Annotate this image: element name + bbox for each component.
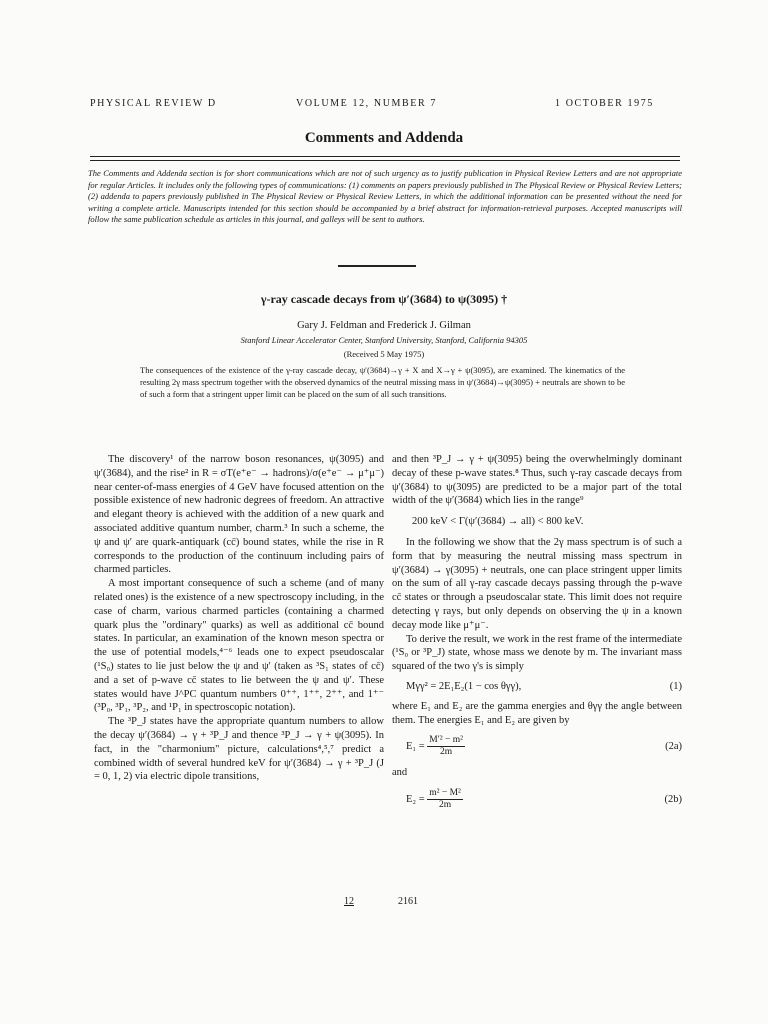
volume-number: VOLUME 12, NUMBER 7 bbox=[296, 98, 437, 109]
paragraph: To derive the result, we work in the rest frame of the intermediate (¹S₀ or ³P_J) state, whose mass we denote by m. The invariant mass squared of the two γ's is simply bbox=[392, 633, 682, 673]
separator-rule bbox=[338, 265, 416, 267]
paragraph: and then ³P_J → γ + ψ(3095) being the overwhelmingly dominant decay of these p-wave states.⁸ Thus, such γ-ray cascade decays from ψ′(3684) to ψ(3095) are predicted to be a major part of the total width of the ψ′(3684) which lies in the range⁹ bbox=[392, 454, 682, 507]
equation-lhs: E₁ = bbox=[406, 741, 425, 753]
denominator: 2m bbox=[439, 800, 452, 811]
paragraph: The ³P_J states have the appropriate quantum numbers to allow the decay ψ′(3684) → γ + ³P_J and thence ³P_J → γ + ψ(3095). In fact, in the "charmonium" picture, calculations⁴,⁵,⁷ predict a combined width of several hundred keV for ψ′(3684) → γ + ³P_J (J = 0, 1, 2) via electric dipole transitions, bbox=[94, 716, 384, 783]
article-authors: Gary J. Feldman and Frederick J. Gilman bbox=[297, 320, 471, 331]
top-rule bbox=[90, 156, 680, 157]
footer-volume: 12 bbox=[344, 896, 354, 907]
paragraph: A most important consequence of such a scheme (and of many related ones) is the existence of a new spectroscopy including, in the case of charm, various charmed particles (containing a charmed quark plus the "ordinary" quarks) as well as additional cc̄ bound states. In particular, an examination of the known meson spectra or the use of potential models,⁴⁻⁶ leads one to expect pseudoscalar (¹S₀) states to lie just below the ψ and ψ′ (taken as ³S₁ states of cc̄) and a set of p-wave cc̄ states to lie between the ψ and ψ′. These states would have J^PC quantum numbers 0⁺⁺, 1⁺⁺, 2⁺⁺, and 1⁺⁻ (³P₀, ³P₁, ³P₂, and ¹P₁ in spectroscopic notation). bbox=[94, 578, 384, 714]
equation-1-body: Mγγ² = 2E₁E₂(1 − cos θγγ), bbox=[406, 680, 522, 692]
equation-number: (2a) bbox=[665, 740, 682, 752]
fraction bbox=[427, 735, 465, 758]
article-title: γ-ray cascade decays from ψ′(3684) to ψ(3095) † bbox=[260, 292, 508, 306]
equation-2b bbox=[392, 788, 682, 811]
numerator: M′² − m² bbox=[429, 735, 463, 746]
section-notice: The Comments and Addenda section is for short communications which are not of such urgency as to justify publication in Physical Review Letters and are not appropriate for regular Articles. It includes only the following types of communications: (1) comments on papers previously published in The Physical Review or Physical Review Letters; (2) addenda to papers previously published in The Physical Review or Physical Review Letters, in which the additional information can be presented without the need for writing a complete article. Manuscripts intended for this section should be accompanied by a brief abstract for information-retrieval purposes. Accepted manuscripts will follow the same publication schedule as articles in this journal, and galleys will be sent to authors. bbox=[88, 168, 682, 224]
equation-2b-body bbox=[406, 788, 463, 811]
denominator: 2m bbox=[440, 747, 453, 758]
received-date: (Received 5 May 1975) bbox=[343, 349, 425, 359]
author-affiliation: Stanford Linear Accelerator Center, Stanford University, Stanford, California 94305 bbox=[240, 335, 528, 345]
paragraph: In the following we show that the 2γ mass spectrum is of such a form that by measuring the neutral missing mass spectrum in ψ′(3684) → γ(3095) + neutrals, one can place stringent upper limits on the sum of all γ-ray cascade decays passing through the p-wave cc̄ states or through a pseudoscalar state. This limit does not require detecting γ rays, but only depends on observing the ψ in a known decay mode like μ⁺μ⁻. bbox=[392, 536, 682, 631]
numerator: m² − M² bbox=[429, 788, 461, 799]
equation-1 bbox=[392, 680, 682, 694]
equation-number: (2b) bbox=[664, 793, 682, 805]
left-column bbox=[94, 453, 384, 784]
equation-range: 200 keV < Γ(ψ′(3684) → all) < 800 keV. bbox=[412, 516, 584, 528]
equation-number: (1) bbox=[669, 680, 682, 692]
right-column bbox=[392, 453, 682, 819]
equation-2a bbox=[392, 735, 682, 758]
fraction bbox=[427, 788, 463, 811]
top-rule-2 bbox=[90, 160, 680, 161]
equation-lhs: E₂ = bbox=[406, 794, 425, 806]
conjunction: and bbox=[392, 767, 408, 779]
section-title: Comments and Addenda bbox=[304, 130, 464, 146]
page-number: 2161 bbox=[398, 896, 418, 907]
issue-date: 1 OCTOBER 1975 bbox=[555, 98, 654, 109]
journal-name: PHYSICAL REVIEW D bbox=[90, 98, 217, 109]
paragraph: The discovery¹ of the narrow boson resonances, ψ(3095) and ψ′(3684), and the rise² in R = σT(e⁺e⁻ → hadrons)/σ(e⁺e⁻ → μ⁺μ⁻) near center-of-mass energies of 4 GeV have focused attention on the possible existence of new hadronic degrees of freedom. An attractive and elegant theory is achieved with the addition of a new quark and associated additive quantum number, charm.³ In such a scheme, the ψ and ψ′ are quark-antiquark (cc̄) bound states, while the rise in R corresponds to the production of the continuum including pairs of charmed particles. bbox=[94, 454, 384, 576]
equation-2a-body bbox=[406, 735, 465, 758]
abstract: The consequences of the existence of the γ-ray cascade decay, ψ′(3684)→γ + X and X→γ + ψ(3095), are examined. The kinematics of the resulting 2γ mass spectrum together with the observed dynamics of the neutral missing mass in ψ′(3684)→ψ(3095) + neutrals are shown to be of such a form that a stringent upper limit can be placed on the sum of all such transitions. bbox=[140, 365, 625, 399]
paragraph: where E₁ and E₂ are the gamma energies and θγγ the angle between them. The energies E₁ and E₂ are given by bbox=[392, 700, 682, 726]
